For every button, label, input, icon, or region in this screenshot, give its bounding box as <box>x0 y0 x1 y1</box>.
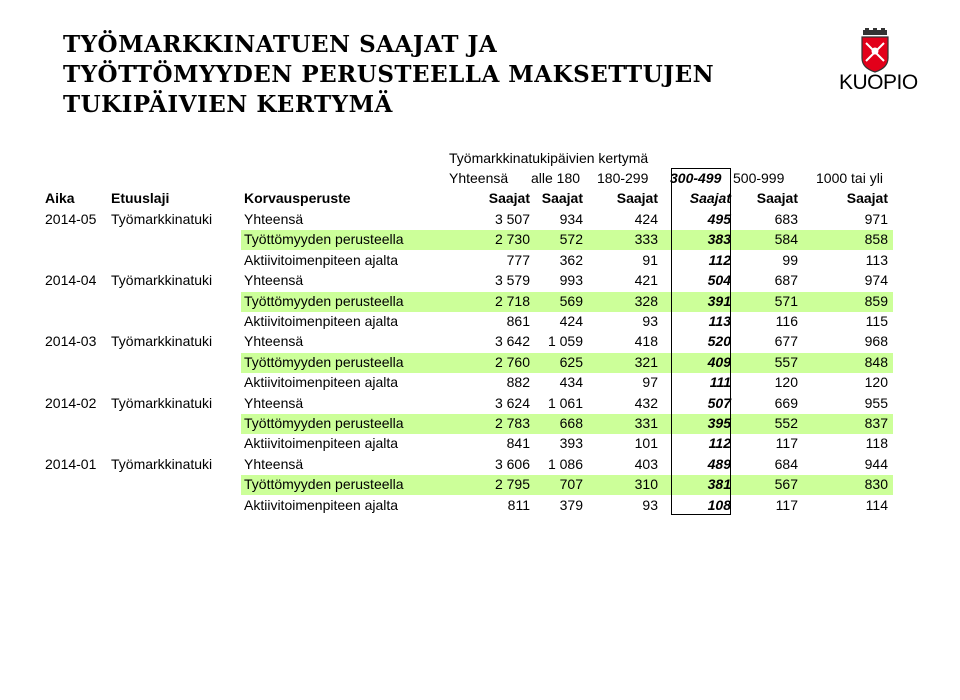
cell-value: 520 <box>707 333 731 350</box>
cell-value: 777 <box>506 251 530 268</box>
cell-value: 111 <box>709 374 731 391</box>
cell-value: 841 <box>506 435 530 452</box>
cell-value: 395 <box>707 415 731 431</box>
cell-value: 93 <box>642 496 658 513</box>
logo-wordmark: KUOPIO <box>839 71 918 94</box>
cell-value: 495 <box>707 211 731 227</box>
cell-korvausperuste: Yhteensä <box>244 455 304 472</box>
cell-value: 101 <box>634 435 658 452</box>
cell-korvausperuste: Yhteensä <box>244 333 304 350</box>
title-line-1: TYÖMARKKINATUEN SAAJAT JA <box>63 31 498 58</box>
cell-value: 114 <box>865 496 888 513</box>
cell-value: 117 <box>775 496 798 513</box>
range-header: Yhteensä <box>449 170 509 186</box>
cell-value: 93 <box>642 313 658 329</box>
cell-value: 333 <box>634 231 658 248</box>
column-header: Saajat <box>616 190 658 206</box>
cell-value: 331 <box>634 415 658 431</box>
cell-value: 115 <box>865 313 888 329</box>
cell-value: 993 <box>559 272 583 289</box>
cell-korvausperuste: Aktiivitoimenpiteen ajalta <box>244 374 399 391</box>
cell-value: 113 <box>708 313 731 329</box>
range-header: 1000 tai yli <box>816 170 883 186</box>
cell-value: 3 579 <box>494 272 530 289</box>
cell-value: 321 <box>634 353 658 370</box>
cell-value: 421 <box>634 272 658 289</box>
cell-value: 393 <box>559 435 583 452</box>
cell-value: 859 <box>864 292 888 309</box>
cell-value: 3 624 <box>494 394 530 411</box>
cell-etuuslaji: Työmarkkinatuki <box>111 211 213 227</box>
cell-value: 677 <box>774 333 798 350</box>
cell-value: 858 <box>864 231 888 248</box>
column-300-499-highlight-box <box>671 168 731 515</box>
cell-value: 381 <box>707 476 731 493</box>
cell-value: 557 <box>774 353 798 370</box>
title-line-2: TYÖTTÖMYYDEN PERUSTEELLA MAKSETTUJEN <box>63 61 715 88</box>
cell-value: 934 <box>559 211 583 227</box>
cell-value: 328 <box>634 292 658 309</box>
cell-value: 120 <box>774 374 798 391</box>
cell-value: 974 <box>864 272 888 289</box>
cell-value: 99 <box>782 251 798 268</box>
cell-korvausperuste: Työttömyyden perusteella <box>244 415 404 431</box>
cell-value: 120 <box>864 374 888 391</box>
cell-value: 668 <box>559 415 583 431</box>
cell-value: 424 <box>559 313 583 329</box>
column-header: Korvausperuste <box>244 190 351 206</box>
cell-value: 687 <box>774 272 798 289</box>
cell-value: 837 <box>864 415 888 431</box>
cell-value: 683 <box>774 211 798 227</box>
cell-value: 971 <box>864 211 888 227</box>
cell-value: 112 <box>708 435 731 452</box>
cell-value: 1 061 <box>547 394 583 411</box>
cell-etuuslaji: Työmarkkinatuki <box>111 272 213 289</box>
cell-value: 507 <box>707 394 731 411</box>
cell-value: 1 086 <box>547 455 583 472</box>
cell-value: 571 <box>774 292 798 309</box>
title-line-3: TUKIPÄIVIEN KERTYMÄ <box>63 91 393 118</box>
cell-korvausperuste: Aktiivitoimenpiteen ajalta <box>244 435 399 452</box>
cell-value: 944 <box>864 455 888 472</box>
cell-value: 310 <box>634 476 658 493</box>
cell-value: 432 <box>634 394 658 411</box>
range-header: 300-499 <box>670 170 722 186</box>
cell-aika: 2014-01 <box>45 455 97 472</box>
cell-value: 504 <box>707 272 731 289</box>
cell-value: 418 <box>634 333 658 350</box>
cell-value: 2 730 <box>494 231 530 248</box>
cell-korvausperuste: Työttömyyden perusteella <box>244 476 404 493</box>
cell-value: 882 <box>506 374 530 391</box>
cell-value: 112 <box>708 251 731 268</box>
cell-value: 3 606 <box>494 455 530 472</box>
cell-korvausperuste: Työttömyyden perusteella <box>244 231 404 248</box>
cell-value: 848 <box>864 353 888 370</box>
cell-value: 117 <box>775 435 798 452</box>
range-header: 500-999 <box>733 170 785 186</box>
cell-korvausperuste: Aktiivitoimenpiteen ajalta <box>244 313 399 329</box>
cell-value: 2 718 <box>494 292 530 309</box>
cell-value: 684 <box>774 455 798 472</box>
cell-value: 409 <box>707 353 731 370</box>
group-header: Työmarkkinatukipäivien kertymä <box>449 150 649 166</box>
cell-value: 552 <box>774 415 798 431</box>
cell-value: 113 <box>865 251 888 268</box>
range-header: alle 180 <box>531 170 581 186</box>
cell-value: 108 <box>707 496 731 513</box>
cell-value: 97 <box>642 374 658 391</box>
cell-value: 362 <box>559 251 583 268</box>
cell-korvausperuste: Yhteensä <box>244 211 304 227</box>
range-header: 180-299 <box>597 170 649 186</box>
cell-value: 1 059 <box>547 333 583 350</box>
cell-value: 968 <box>864 333 888 350</box>
cell-value: 625 <box>559 353 583 370</box>
cell-value: 424 <box>634 211 658 227</box>
column-header: Saajat <box>488 190 530 206</box>
cell-etuuslaji: Työmarkkinatuki <box>111 394 213 411</box>
column-header: Saajat <box>846 190 888 206</box>
cell-value: 2 783 <box>494 415 530 431</box>
cell-value: 91 <box>642 251 658 268</box>
cell-value: 3 507 <box>494 211 530 227</box>
cell-value: 830 <box>864 476 888 493</box>
cell-value: 379 <box>559 496 583 513</box>
cell-value: 955 <box>864 394 888 411</box>
cell-aika: 2014-04 <box>45 272 97 289</box>
cell-value: 584 <box>774 231 798 248</box>
cell-value: 569 <box>559 292 583 309</box>
cell-korvausperuste: Työttömyyden perusteella <box>244 292 404 309</box>
cell-korvausperuste: Aktiivitoimenpiteen ajalta <box>244 251 399 268</box>
cell-korvausperuste: Aktiivitoimenpiteen ajalta <box>244 496 399 513</box>
cell-aika: 2014-03 <box>45 333 97 350</box>
cell-etuuslaji: Työmarkkinatuki <box>111 455 213 472</box>
cell-value: 116 <box>775 313 798 329</box>
cell-value: 572 <box>559 231 583 248</box>
cell-value: 811 <box>507 496 530 513</box>
cell-value: 118 <box>865 435 888 452</box>
cell-korvausperuste: Yhteensä <box>244 272 304 289</box>
cell-value: 707 <box>559 476 583 493</box>
cell-value: 3 642 <box>494 333 530 350</box>
cell-value: 567 <box>774 476 798 493</box>
column-header: Etuuslaji <box>111 190 170 206</box>
cell-etuuslaji: Työmarkkinatuki <box>111 333 213 350</box>
cell-value: 669 <box>774 394 798 411</box>
column-header: Saajat <box>541 190 583 206</box>
cell-aika: 2014-02 <box>45 394 97 411</box>
cell-korvausperuste: Työttömyyden perusteella <box>244 353 404 370</box>
column-header: Aika <box>45 190 75 206</box>
cell-value: 489 <box>707 455 731 472</box>
cell-value: 434 <box>559 374 583 391</box>
cell-value: 403 <box>634 455 658 472</box>
cell-value: 383 <box>707 231 731 248</box>
cell-value: 2 760 <box>494 353 530 370</box>
column-header: Saajat <box>756 190 798 206</box>
cell-value: 2 795 <box>494 476 530 493</box>
cell-korvausperuste: Yhteensä <box>244 394 304 411</box>
cell-value: 861 <box>506 313 530 329</box>
column-header: Saajat <box>689 190 731 206</box>
cell-value: 391 <box>707 292 731 309</box>
cell-aika: 2014-05 <box>45 211 97 227</box>
